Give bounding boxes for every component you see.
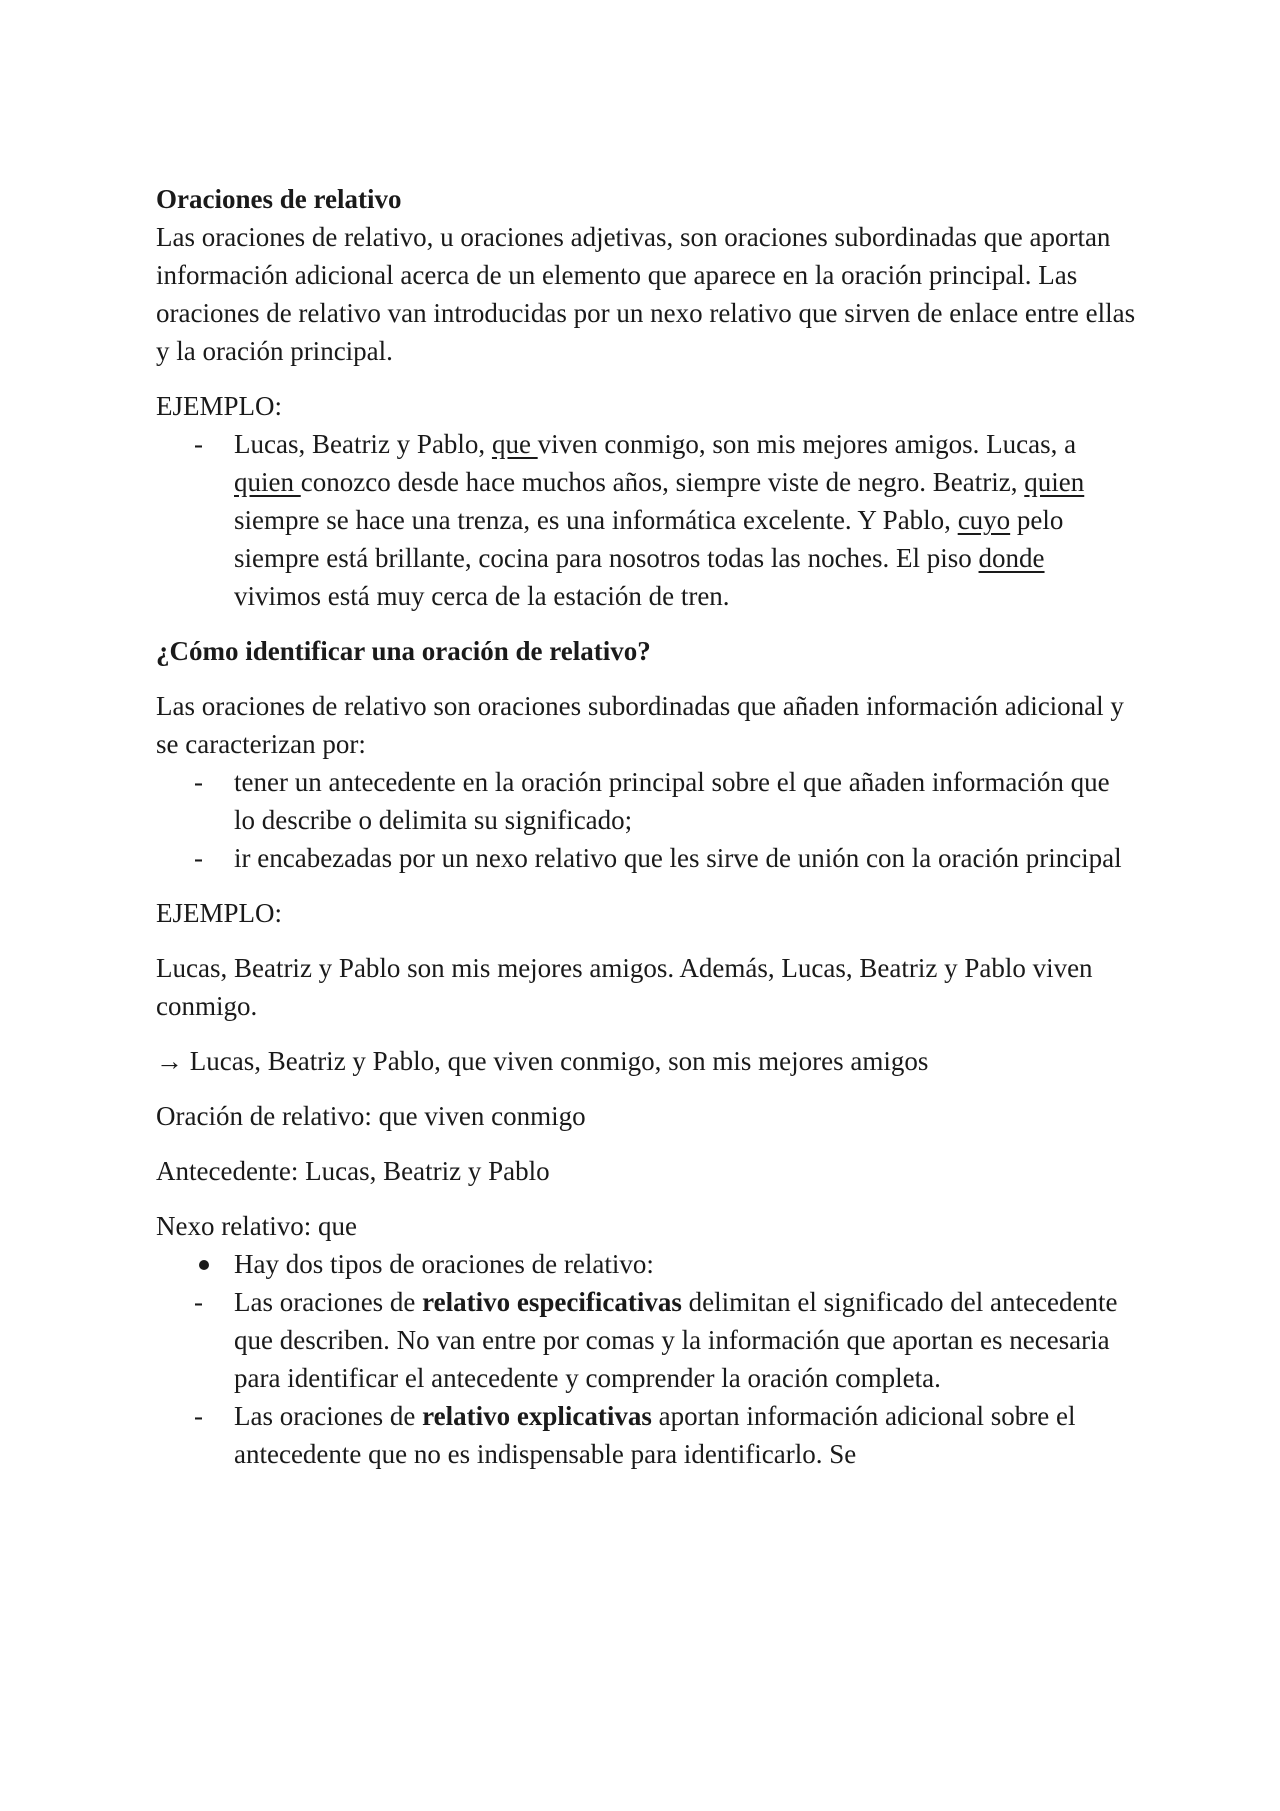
bullet-icon [199,1260,209,1270]
example-text: siempre se hace una trenza, es una informática excelente. Y Pablo, [234,505,958,535]
example-sentence: Lucas, Beatriz y Pablo son mis mejores amigos. Además, Lucas, Beatriz y Pablo viven conmigo. [156,953,1093,1021]
nexus-line: Nexo relativo: que [156,1211,357,1241]
example-label: EJEMPLO: [156,898,283,928]
example-text: pelo siempre está brillante, cocina para nosotros todas las noches. El piso [234,505,1064,573]
identify-paragraph: Las oraciones de relativo son oraciones subordinadas que añaden información adicional y se caracterizan por: [156,691,1124,759]
dash-marker: - [194,1287,203,1317]
list-item-text: tener un antecedente en la oración principal sobre el que añaden información que lo describe o delimita su significado; [234,767,1110,835]
relative-cuyo: cuyo [957,505,1011,535]
antecedent-line: Antecedente: Lucas, Beatriz y Pablo [156,1156,550,1186]
dash-marker: - [194,767,203,797]
list-item [156,1397,1136,1473]
relative-que: que [491,429,538,459]
dash-marker: - [194,843,203,873]
example-text: Lucas, Beatriz y Pablo, [234,429,492,459]
dash-marker: - [194,1401,203,1431]
document-body [156,180,1136,1473]
example-text: vivimos está muy cerca de la estación de tren. [234,581,730,611]
relative-quien: quien [234,467,301,497]
combined-sentence: → Lucas, Beatriz y Pablo, que viven conmigo, son mis mejores amigos [156,1046,929,1076]
list-item-text: ir encabezadas por un nexo relativo que les sirve de unión con la oración principal [234,843,1122,873]
example-label: EJEMPLO: [156,391,283,421]
identify-heading: ¿Cómo identificar una oración de relativo? [156,636,651,666]
list-item-text: delimitan el significado del antecedente que describen. No van entre por comas y la información que aportan es necesaria para identificar el antecedente y comprender la oración completa. [234,1287,1118,1393]
intro-paragraph: Las oraciones de relativo, u oraciones adjetivas, son oraciones subordinadas que aportan información adicional acerca de un elemento que aparece en la oración principal. Las oraciones de relativo van introducidas por un nexo relativo que sirven de enlace entre ellas y la oración principal. [156,222,1136,366]
list-item [156,839,1136,877]
example-list [156,425,1136,615]
characteristics-list [156,763,1136,877]
list-item-text: Hay dos tipos de oraciones de relativo: [234,1249,654,1279]
relative-clause-line: Oración de relativo: que viven conmigo [156,1101,586,1131]
bold-term: relativo explicativas [422,1401,652,1431]
relative-donde: donde [978,543,1045,573]
example-text: viven conmigo, son mis mejores amigos. Lucas, a [537,429,1077,459]
types-list [156,1245,1136,1473]
list-item [156,763,1136,839]
list-item [156,1245,1136,1283]
list-item [156,1283,1136,1397]
page-title: Oraciones de relativo [156,184,402,214]
list-item-text: aportan información adicional sobre el antecedente que no es indispensable para identificarlo. Se [234,1401,1076,1469]
dash-marker: - [194,429,203,459]
relative-quien: quien [1024,467,1085,497]
list-item-text: Las oraciones de [234,1401,423,1431]
list-item-text: Las oraciones de [234,1287,423,1317]
example-list-item [156,425,1136,615]
example-text: conozco desde hace muchos años, siempre viste de negro. Beatriz, [300,467,1025,497]
bold-term: relativo especificativas [422,1287,682,1317]
